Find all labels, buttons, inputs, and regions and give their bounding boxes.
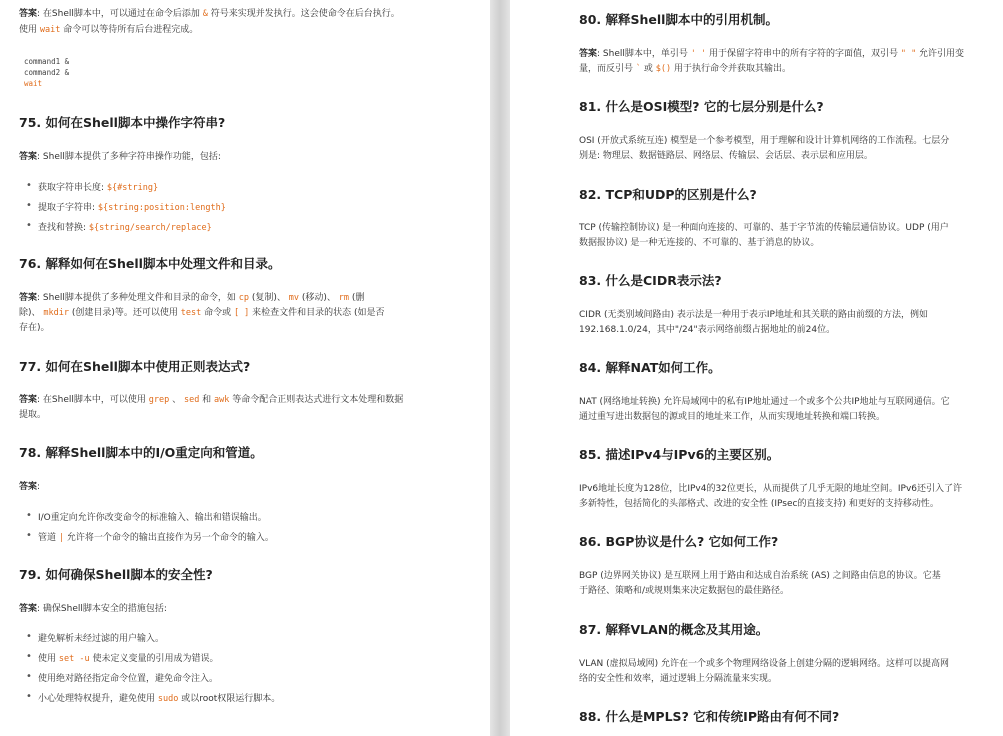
list-item: • I/O重定向允许你改变命令的标准输入、输出和错误输出。 (38, 510, 267, 523)
code-line: command2 & (24, 68, 70, 77)
answer-q80-line-1: 答案: Shell脚本中，单引号 ' ' 用于保留字符串中的所有字符的字面值，双引号 " " 允许引用变 (579, 49, 965, 59)
paragraph-line: 络的安全性和效率，通过逻辑上分隔流量来实现。 (579, 674, 778, 684)
intro-line-1: 答案: 在Shell脚本中，可以通过在命令后添加 & 符号来实现并发执行。这会使命令在后台执行。 (19, 9, 400, 19)
answer-q78: 答案: (19, 482, 41, 492)
answer-q75: 答案: Shell脚本提供了多种字符串操作功能，包括: (19, 152, 221, 162)
answer-q76-line-1: 答案: Shell脚本提供了多种处理文件和目录的命令，如 cp (复制)、 mv (移动)、 rm (删 (19, 293, 365, 303)
paragraph-line: 通过重写进出数据包的源或目的地址来工作，从而实现地址转换和端口转换。 (579, 412, 886, 422)
paragraph-line: CIDR (无类别域间路由) 表示法是一种用于表示IP地址和其关联的路由前缀的方法，例如 (579, 310, 928, 320)
intro-line-2: 使用 wait 命令可以等待所有后台进程完成。 (19, 25, 199, 35)
paragraph-line: VLAN (虚拟局域网) 允许在一个或多个物理网络设备上创建分隔的逻辑网络。这样可以提高网 (579, 659, 950, 669)
list-item: • 获取字符串长度: ${#string} (38, 180, 158, 193)
list-item: • 小心处理特权提升，避免使用 sudo 或以root权限运行脚本。 (38, 691, 280, 704)
heading-q84: 84. 解释NAT如何工作。 (579, 360, 721, 375)
list-item: • 提取子字符串: ${string:position:length} (38, 200, 226, 213)
code-line: wait (24, 79, 43, 88)
inline-code: wait (39, 25, 61, 35)
list-item: • 管道 | 允许将一个命令的输出直接作为另一个命令的输入。 (38, 530, 274, 543)
paragraph-line: 于路径、策略和/或规则集来决定数据包的最佳路径。 (579, 586, 790, 596)
code-line: command1 & (24, 57, 70, 66)
answer-q76-line-2: 除)、 mkdir (创建目录)等。还可以使用 test 命令或 [ ] 来检查文件和目录的状态 (如是否 (19, 308, 385, 318)
heading-q78: 78. 解释Shell脚本中的I/O重定向和管道。 (19, 445, 263, 460)
paragraph-line: TCP (传输控制协议) 是一种面向连接的、可靠的、基于字节流的传输层通信协议。UDP (用户 (579, 223, 949, 233)
paragraph-line: 多新特性，包括简化的头部格式、改进的安全性 (IPsec的直接支持) 和更好的支持移动性。 (579, 499, 939, 509)
list-item: • 使用绝对路径指定命令位置，避免命令注入。 (38, 671, 218, 684)
answer-label: 答案 (19, 9, 38, 19)
answer-q79: 答案: 确保Shell脚本安全的措施包括: (19, 604, 167, 614)
answer-q77-line-1: 答案: 在Shell脚本中，可以使用 grep 、 sed 和 awk 等命令配合正则表达式进行文本处理和数据 (19, 395, 404, 405)
heading-q77: 77. 如何在Shell脚本中使用正则表达式? (19, 359, 251, 374)
heading-q85: 85. 描述IPv4与IPv6的主要区别。 (579, 447, 780, 462)
heading-q88: 88. 什么是MPLS? 它和传统IP路由有何不同? (579, 709, 840, 724)
heading-q81: 81. 什么是OSI模型? 它的七层分别是什么? (579, 99, 824, 114)
paragraph-line: OSI (开放式系统互连) 模型是一个参考模型，用于理解和设计计算机网络的工作流程。七层分 (579, 136, 950, 146)
list-item: • 查找和替换: ${string/search/replace} (38, 220, 212, 233)
paragraph-line: IPv6地址长度为128位，比IPv4的32位更长，从而提供了几乎无限的地址空间。IPv6还引入了许 (579, 484, 963, 494)
left-page (0, 0, 490, 736)
heading-q76: 76. 解释如何在Shell脚本中处理文件和目录。 (19, 256, 281, 271)
code-block (24, 56, 69, 89)
heading-q86: 86. BGP协议是什么? 它如何工作? (579, 534, 779, 549)
list-item: • 使用 set -u 使未定义变量的引用成为错误。 (38, 651, 218, 664)
inline-code: & (202, 9, 208, 19)
paragraph-line: NAT (网络地址转换) 允许局域网中的私有IP地址通过一个或多个公共IP地址与互联网通信。它 (579, 397, 950, 407)
paragraph-line: 192.168.1.0/24，其中"/24"表示网络前缀占据地址的前24位。 (579, 325, 836, 335)
heading-q79: 79. 如何确保Shell脚本的安全性? (19, 567, 213, 582)
paragraph-line: 数据报协议) 是一种无连接的、不可靠的、基于消息的协议。 (579, 238, 820, 248)
paragraph-line: 别是: 物理层、数据链路层、网络层、传输层、会话层、表示层和应用层。 (579, 151, 873, 161)
heading-q87: 87. 解释VLAN的概念及其用途。 (579, 622, 769, 637)
paragraph-line: BGP (边界网关协议) 是互联网上用于路由和达成自治系统 (AS) 之间路由信息的协议。它基 (579, 571, 941, 581)
heading-q80: 80. 解释Shell脚本中的引用机制。 (579, 12, 778, 27)
answer-q76-line-3: 存在)。 (19, 323, 50, 333)
page-gutter (490, 0, 510, 736)
answer-q80-line-2: 量，而反引号 ` 或 $() 用于执行命令并获取其输出。 (579, 64, 791, 74)
heading-q83: 83. 什么是CIDR表示法? (579, 273, 722, 288)
answer-q77-line-2: 提取。 (19, 410, 47, 420)
heading-q82: 82. TCP和UDP的区别是什么? (579, 187, 757, 202)
list-item: • 避免解析未经过滤的用户输入。 (38, 631, 164, 644)
heading-q75: 75. 如何在Shell脚本中操作字符串? (19, 115, 226, 130)
right-page (510, 0, 1003, 736)
